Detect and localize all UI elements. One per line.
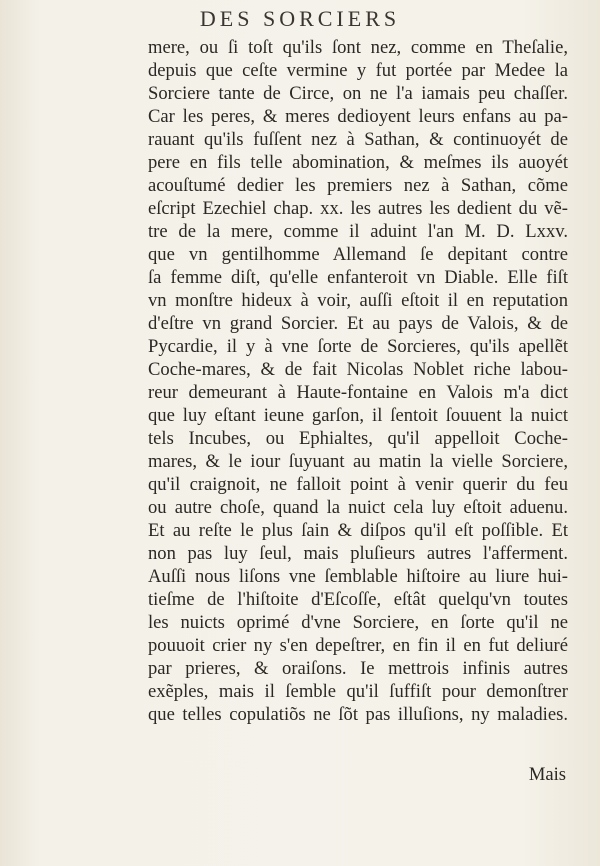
text-line: Auſſi nous liſons vne ſemblable hiſtoire au liure hui- [148,566,568,587]
text-line: Coche-mares, & de fait Nicolas Noblet riche labou- [148,359,568,380]
text-line: mere, ou ſi toſt qu'ils ſont nez, comme en Theſalie, [148,37,568,58]
text-line: eſcript Ezechiel chap. xx. les autres les dedient du vẽ- [148,198,568,219]
text-line: que telles copulatiõs ne ſõt pas illuſions, ny maladies. [148,704,568,725]
text-line: par prieres, & oraiſons. Ie mettrois infinis autres [148,658,568,679]
text-line: Car les peres, & meres dedioyent leurs enfans au pa- [148,106,568,127]
text-line: pouuoit crier ny s'en depeſtrer, en fin il en fut deliuré [148,635,568,656]
text-line: Pycardie, il y à vne ſorte de Sorcieres, qu'ils apellẽt [148,336,568,357]
text-line: tels Incubes, ou Ephialtes, qu'il appelloit Coche- [148,428,568,449]
text-line: tre de la mere, comme il aduint l'an M. D. Lxxv. [148,221,568,242]
text-line: ſa femme diſt, qu'elle enfanteroit vn Diable. Elle fiſt [148,267,568,288]
text-line: vn monſtre hideux à voir, auſſi eſtoit il en reputation [148,290,568,311]
running-title: DES SORCIERS [199,6,401,31]
text-line: mares, & le iour ſuyuant au matin la vielle Sorciere, [148,451,568,472]
text-line: rauant qu'ils fuſſent nez à Sathan, & continuoyét de [148,129,568,150]
text-line: non pas luy ſeul, mais pluſieurs autres l'afferment. [148,543,568,564]
text-line: exẽples, mais il ſemble qu'il ſuffiſt pour demonſtrer [148,681,568,702]
text-line: depuis que ceſte vermine y fut portée par Medee la [148,60,568,81]
text-line: tieſme de l'hiſtoite d'Eſcoſſe, eſtât quelqu'vn toutes [148,589,568,610]
text-line: qu'il craignoit, ne falloit point à venir querir du feu [148,474,568,495]
body-text [148,36,568,726]
text-line: ou autre choſe, quand la nuict cela luy eſtoit aduenu. [148,497,568,518]
text-line: que vn gentilhomme Allemand ſe depitant contre [148,244,568,265]
text-line: reur demeurant à Haute-fontaine en Valois m'a dict [148,382,568,403]
text-line: acouſtumé dedier les premiers nez à Sathan, cõme [148,175,568,196]
catchword: Mais [528,764,566,785]
text-line: d'eſtre vn grand Sorcier. Et au pays de Valois, & de [148,313,568,334]
text-line: Sorciere tante de Circe, on ne l'a iamais peu chaſſer. [148,83,568,104]
text-line: Et au reſte le plus ſain & diſpos qu'il eſt poſſible. Et [148,520,568,541]
text-line: que luy eſtant ieune garſon, il ſentoit ſouuent la nuict [148,405,568,426]
text-line: les nuicts oprimé d'vne Sorciere, en ſorte qu'il ne [148,612,568,633]
text-line: pere en fils telle abomination, & meſmes ils auoyét [148,152,568,173]
